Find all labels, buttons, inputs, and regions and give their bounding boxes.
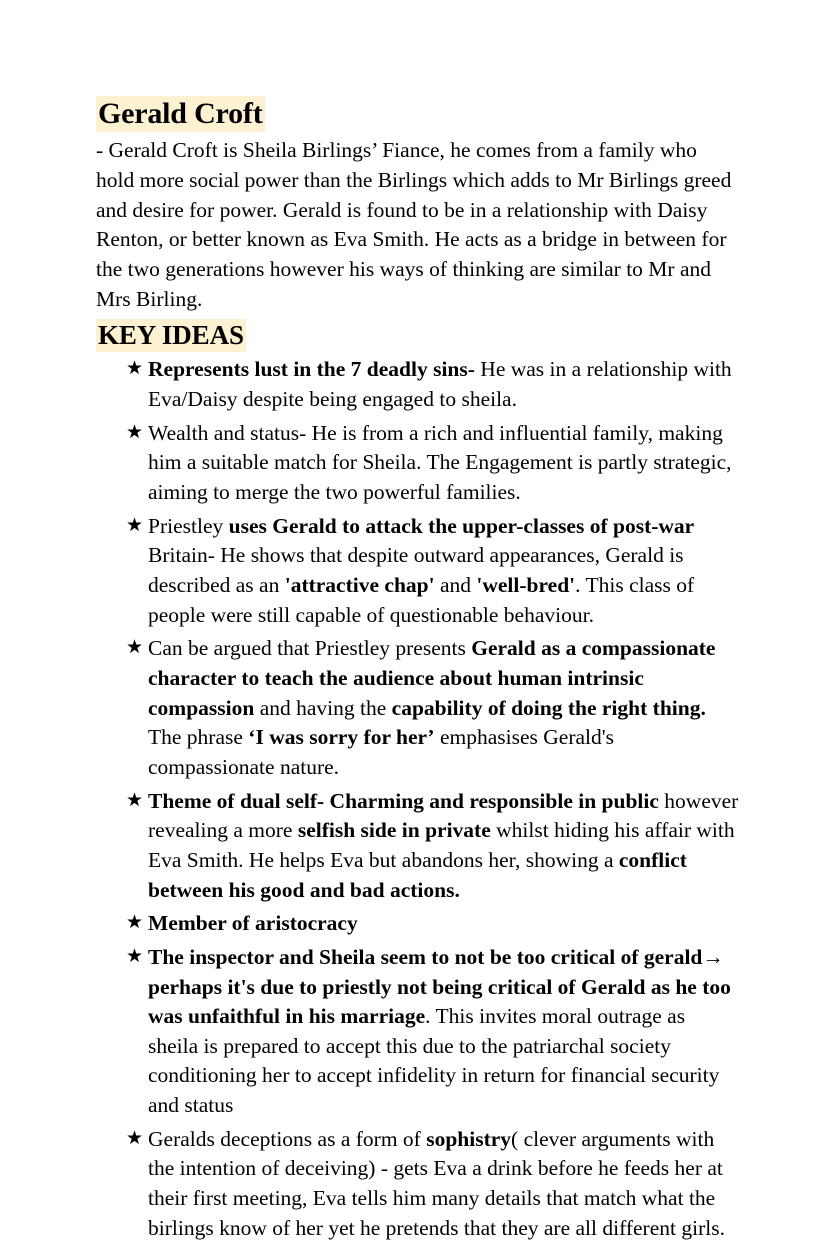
page-title-highlight: Gerald Croft: [98, 97, 263, 130]
star-bullet-icon: ★: [126, 358, 144, 380]
star-bullet-icon: ★: [126, 912, 144, 934]
star-bullet-icon: ★: [126, 789, 144, 811]
text-plain: Geralds deceptions as a form of: [148, 1126, 427, 1151]
key-idea-item: [96, 419, 740, 508]
key-idea-text: [148, 911, 358, 935]
key-idea-text: [148, 945, 731, 1117]
key-idea-item: [96, 909, 740, 939]
text-plain: however revealing a more: [148, 788, 739, 843]
text-plain: Can be argued that Priestley presents: [148, 636, 472, 661]
star-bullet-icon: ★: [126, 637, 144, 659]
text-emphasis: 'attractive chap': [284, 572, 435, 597]
text-plain: emphasises Gerald's compassionate nature.: [148, 725, 614, 779]
key-idea-item: [96, 512, 740, 631]
text-plain: whilst hiding his affair with Eva Smith. He helps Eva but abandons her, showing a: [148, 818, 735, 872]
key-idea-text: [148, 1127, 725, 1240]
text-emphasis: sophistry: [426, 1126, 512, 1151]
key-idea-item: [96, 355, 740, 414]
star-bullet-icon: ★: [126, 1127, 144, 1149]
key-idea-item: [96, 1125, 740, 1243]
text-plain: and: [434, 572, 477, 597]
text-emphasis: Theme of dual self- Charming and responsible in public: [148, 788, 659, 813]
text-plain: ( clever arguments with the intention of deceiving) - gets Eva a drink before he feeds her at their first meeting, Eva tells him many details that match what the birlings know of her yet he pretends that they are all different girls.: [148, 1126, 725, 1240]
text-emphasis: uses Gerald to attack the upper-classes of post-war: [228, 513, 695, 538]
key-idea-text: [148, 514, 694, 627]
text-emphasis: ‘I was sorry for her’: [248, 725, 435, 750]
key-idea-text: [148, 421, 732, 504]
key-idea-item: [96, 943, 740, 1121]
text-emphasis: 'well-bred': [476, 572, 576, 597]
section-heading-key-ideas: [96, 320, 740, 351]
key-idea-item: [96, 787, 740, 906]
text-emphasis: Gerald as a compassionate character to teach the audience about human intrinsic compassion: [148, 636, 716, 720]
text-plain: He was in a relationship with Eva/Daisy despite being engaged to sheila.: [148, 357, 732, 412]
intro-paragraph: - Gerald Croft is Sheila Birlings’ Fiance, he comes from a family who hold more social power than the Birlings which adds to Mr Birlings greed and desire for power. Gerald is found to be in a relationship with Daisy Renton, or better known as Eva Smith. He acts as a bridge in between for the two generations however his ways of thinking are similar to Mr and Mrs Birling.: [96, 138, 732, 311]
key-idea-text: [148, 357, 732, 411]
page-title: [96, 98, 740, 130]
star-bullet-icon: ★: [126, 945, 144, 967]
star-bullet-icon: ★: [126, 421, 144, 443]
star-bullet-icon: ★: [126, 514, 144, 536]
key-idea-item: [96, 634, 740, 782]
key-idea-text: [148, 636, 715, 779]
text-plain: . This invites moral outrage as sheila is prepared to accept this due to the patriarchal society conditioning her to accept infidelity in return for financial security and status: [148, 1004, 720, 1118]
text-emphasis: capability of doing the right thing.: [391, 695, 706, 720]
key-idea-text: [148, 789, 738, 902]
text-plain: and having the: [254, 695, 392, 720]
text-emphasis: selfish side in private: [297, 818, 491, 843]
text-plain: Britain- He shows that despite outward appearances, Gerald is described as an: [148, 543, 684, 597]
text-plain: Wealth and status- He is from a rich and influential family, making him a suitable match for Sheila. The Engagement is partly strategic, aiming to merge the two powerful families.: [148, 420, 732, 504]
text-emphasis: The inspector and Sheila seem to not be too critical of gerald→ perhaps it's due to priestly not being critical of Gerald as he too was unfaithful in his marriage: [148, 944, 731, 1029]
text-emphasis: conflict between his good and bad actions.: [148, 847, 687, 902]
section-heading-highlight: KEY IDEAS: [98, 320, 244, 351]
text-plain: . This class of people were still capable of questionable behaviour.: [148, 572, 695, 627]
key-ideas-list: [96, 355, 740, 1243]
text-emphasis: Represents lust in the 7 deadly sins-: [148, 357, 475, 382]
text-plain: The phrase: [148, 725, 249, 750]
text-emphasis: Member of aristocracy: [148, 911, 358, 936]
text-plain: Priestley: [148, 513, 229, 538]
